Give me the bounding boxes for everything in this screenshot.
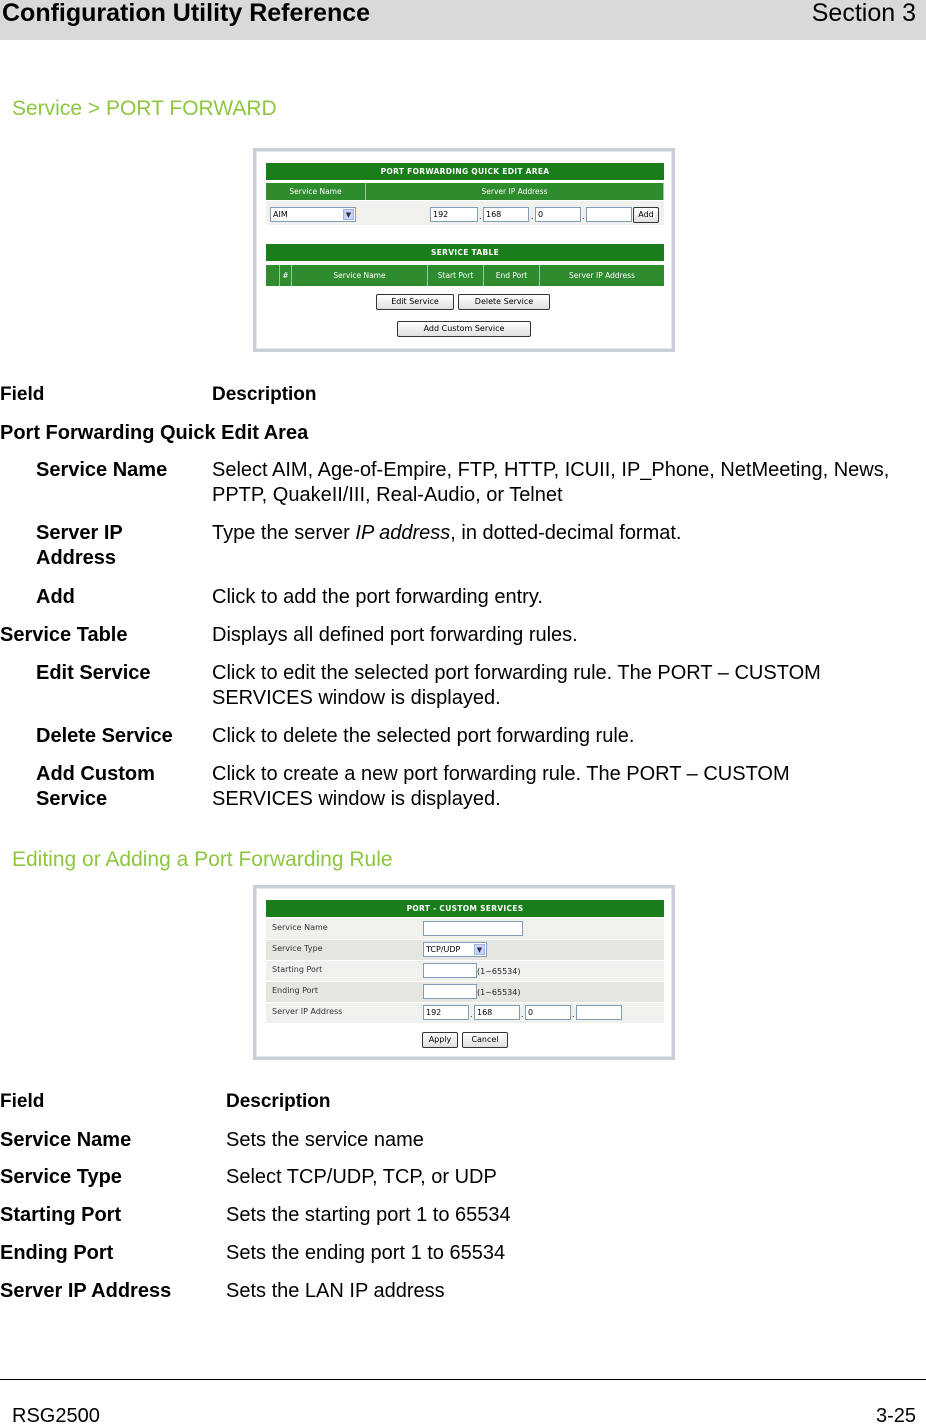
- t2-field-service-type: Service Type: [0, 1166, 122, 1188]
- t1-field-edit-service: Edit Service: [36, 662, 151, 684]
- label-service-type: Service Type: [272, 944, 323, 953]
- col-start-port: Start Port: [428, 265, 484, 286]
- footer-page-number: 3-25: [875, 1405, 916, 1425]
- t1-field-server-ip: Server IP Address: [36, 522, 123, 569]
- edit-service-button[interactable]: Edit Service: [376, 294, 454, 310]
- t1-desc-add-custom-service: Click to create a new port forwarding rule. The PORT – CUSTOM SERVICES window is displayed.: [212, 763, 790, 810]
- label-server-ip: Server IP Address: [272, 1007, 343, 1016]
- custom-services-title-bar: PORT - CUSTOM SERVICES: [266, 900, 664, 917]
- t2-desc-service-name: Sets the service name: [226, 1129, 424, 1151]
- header-section: Section 3: [811, 0, 916, 27]
- quick-edit-title-bar: PORT FORWARDING QUICK EDIT AREA: [266, 163, 664, 180]
- label-service-name: Service Name: [272, 923, 328, 932]
- col-end-port: End Port: [484, 265, 540, 286]
- t1-desc-delete-service: Click to delete the selected port forwarding rule.: [212, 725, 635, 747]
- chevron-down-icon: ▼: [474, 944, 485, 955]
- col-number: #: [280, 265, 292, 286]
- t1-field-add-custom-service: Add Custom Service: [36, 763, 155, 810]
- cs-ip-octet-4[interactable]: [576, 1005, 622, 1020]
- cs-ip-octet-1[interactable]: 192: [423, 1005, 469, 1020]
- service-select-value: AIM: [273, 210, 288, 219]
- section-title-editing: Editing or Adding a Port Forwarding Rule: [12, 848, 393, 871]
- custom-services-screenshot: PORT - CUSTOM SERVICES Service Name Service Type TCP/UDP ▼ Starting Port (1~65534) Ending Port (1~65534) Server IP Address 192 . 168 . 0 . Apply Cancel: [253, 885, 675, 1060]
- t2-desc-starting-port: Sets the starting port 1 to 65534: [226, 1204, 511, 1226]
- t2-desc-ending-port: Sets the ending port 1 to 65534: [226, 1242, 506, 1264]
- col-table-server-ip: Server IP Address: [540, 265, 664, 286]
- footer-divider: [0, 1379, 926, 1380]
- port-forward-screenshot: PORT FORWARDING QUICK EDIT AREA Service Name Server IP Address AIM ▼ 192 . 168 . 0 . Add SERVICE TABLE # Service Name Start Port End Port Server IP Address Edit Service Delete Service Add Custom Service: [253, 148, 675, 352]
- label-ending-port: Ending Port: [272, 986, 318, 995]
- t1-desc-service-table: Displays all defined port forwarding rules.: [212, 624, 578, 646]
- section-title-port-forward: Service > PORT FORWARD: [12, 97, 277, 120]
- label-starting-port: Starting Port: [272, 965, 323, 974]
- t2-desc-service-type: Select TCP/UDP, TCP, or UDP: [226, 1166, 497, 1188]
- t2-field-starting-port: Starting Port: [0, 1204, 122, 1226]
- table2-head-description: Description: [226, 1091, 331, 1112]
- service-type-value: TCP/UDP: [426, 945, 461, 954]
- service-type-select[interactable]: [423, 942, 487, 957]
- t2-field-service-name: Service Name: [0, 1129, 132, 1151]
- ending-port-input[interactable]: [423, 984, 477, 999]
- ip-octet-1[interactable]: 192: [430, 207, 478, 222]
- starting-port-input[interactable]: [423, 963, 477, 978]
- starting-port-hint: (1~65534): [477, 967, 521, 976]
- add-custom-service-button[interactable]: Add Custom Service: [397, 321, 531, 337]
- header-title: Configuration Utility Reference: [2, 0, 371, 27]
- footer-model: RSG2500: [12, 1405, 100, 1425]
- col-service-name: Service Name: [266, 183, 366, 200]
- t1-desc-service-name: Select AIM, Age-of-Empire, FTP, HTTP, ICUII, IP_Phone, NetMeeting, News, PPTP, QuakeII/III, Real-Audio, or Telnet: [212, 459, 890, 506]
- chevron-down-icon: ▼: [343, 209, 354, 220]
- t1-field-service-name: Service Name: [36, 459, 168, 481]
- t2-field-ending-port: Ending Port: [0, 1242, 114, 1264]
- ending-port-hint: (1~65534): [477, 988, 521, 997]
- t2-field-server-ip: Server IP Address: [0, 1280, 172, 1302]
- col-table-service-name: Service Name: [292, 265, 428, 286]
- table1-group-quick-edit: Port Forwarding Quick Edit Area: [0, 422, 309, 444]
- cancel-button[interactable]: Cancel: [462, 1032, 508, 1048]
- add-button[interactable]: Add: [633, 207, 659, 223]
- ip-octet-2[interactable]: 168: [483, 207, 529, 222]
- service-table-title-bar: SERVICE TABLE: [266, 244, 664, 261]
- t1-field-delete-service: Delete Service: [36, 725, 173, 747]
- delete-service-button[interactable]: Delete Service: [458, 294, 550, 310]
- table1-head-field: Field: [0, 384, 45, 405]
- cs-ip-octet-3[interactable]: 0: [525, 1005, 571, 1020]
- service-name-input[interactable]: [423, 921, 523, 936]
- t1-desc-edit-service: Click to edit the selected port forwarding rule. The PORT – CUSTOM SERVICES window is displayed.: [212, 662, 821, 709]
- page-header: [0, 0, 926, 40]
- col-server-ip: Server IP Address: [366, 183, 664, 200]
- t1-desc-server-ip: Type the server IP address, in dotted-decimal format.: [212, 522, 682, 544]
- col-select: [266, 265, 280, 286]
- ip-octet-3[interactable]: 0: [535, 207, 581, 222]
- t2-desc-server-ip: Sets the LAN IP address: [226, 1280, 445, 1302]
- apply-button[interactable]: Apply: [422, 1032, 458, 1048]
- t1-field-service-table: Service Table: [0, 624, 128, 646]
- service-select[interactable]: [270, 207, 356, 222]
- t1-desc-add: Click to add the port forwarding entry.: [212, 586, 543, 608]
- table1-head-description: Description: [212, 384, 317, 405]
- cs-ip-octet-2[interactable]: 168: [474, 1005, 520, 1020]
- ip-octet-4[interactable]: [586, 207, 632, 222]
- t1-field-add: Add: [36, 586, 75, 608]
- table2-head-field: Field: [0, 1091, 45, 1112]
